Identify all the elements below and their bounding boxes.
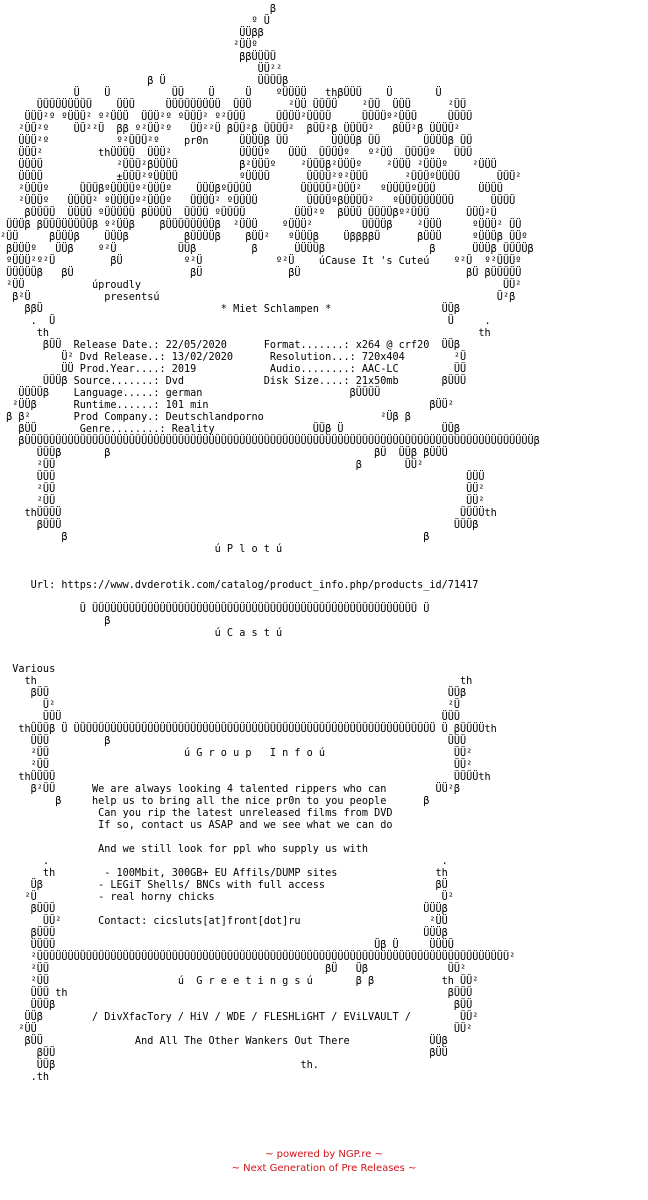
nfo-line: ÜÜ Prod.Year....: 2019 Audio........: AAC-LC ÜÜ (0, 364, 467, 375)
nfo-line: βÜÜÜÜÜÜÜÜÜÜÜÜÜÜÜÜÜÜÜÜÜÜÜÜÜÜÜÜÜÜÜÜÜÜÜÜÜÜÜÜÜÜÜÜÜÜÜÜÜÜÜÜÜÜÜÜÜÜÜÜÜÜÜÜÜÜÜÜÜÜÜÜÜÜÜÜÜÜÜÜÜÜÜβ (0, 436, 540, 447)
nfo-line: ÜÜÜ th βÜÜÜ (0, 988, 473, 999)
nfo-line: thÜÜÜÜ ÜÜÜÜth (0, 772, 491, 783)
nfo-line (0, 592, 648, 604)
nfo-line: ÜÜÜ ÜÜÜ (0, 712, 461, 723)
nfo-line: ÜÜÜβ Source.......: Dvd Disk Size....: 21x50mb βÜÜÜ (0, 376, 467, 387)
nfo-line: .th (0, 1072, 50, 1083)
nfo-line: ÜÜÜÜÜÜÜÜÜ ÜÜÜ ÜÜÜÜÜÜÜÜÜ ÜÜÜ ²ÜÜ ÜÜÜÜ ²ÜÜ ÜÜÜ ²ÜÜ (0, 100, 467, 111)
nfo-line: β (0, 4, 277, 15)
footer-powered-by: ~ powered by NGP.re ~ (265, 1149, 383, 1160)
nfo-line: Url: https://www.dvderotik.com/catalog/product_info.php/products_id/71417 (0, 580, 479, 591)
nfo-line: ÜÜ² Contact: cicsluts[at]front[dot]ru ²ÜÜ (0, 916, 448, 927)
nfo-line: βÜÜÜº ÜÜβ º²Ü ÜÜβ β ÜÜÜÜβ β ÜÜÜβ ÜÜÜÜβ (0, 244, 534, 255)
nfo-line: ²ÜÜ ú G r e e t i n g s ú β β th ÜÜ² (0, 976, 479, 987)
nfo-line: Ü² ²Ü (0, 700, 461, 711)
nfo-text-block (0, 4, 648, 1084)
nfo-line: Can you rip the latest unreleased films from DVD (0, 808, 393, 819)
nfo-line (0, 832, 648, 844)
nfo-line: ÜÜβ th. (0, 1060, 319, 1071)
nfo-line: ²Ü - real horny chicks Ü² (0, 892, 454, 903)
nfo-line: ²ÜÜ²º ÜÜ²²Ü ββ º²ÜÜ²º ÜÜ²²Ü βÜÜ²β ÜÜÜÜ² βÜÜ²β ÜÜÜÜ² βÜÜ²β ÜÜÜÜ² (0, 124, 461, 135)
nfo-line: ²ÜÜº (0, 40, 258, 51)
nfo-line: ÜÜÜÜβ Language.....: german βÜÜÜÜ (0, 388, 381, 399)
nfo-line: ÜÜÜÜ Üβ Ü ÜÜÜÜ (0, 940, 454, 951)
nfo-line: ÜÜÜ² thÜÜÜÜ ÜÜÜ² ÜÜÜÜº ÜÜÜ ÜÜÜÜº º²ÜÜ ÜÜÜÜº ÜÜÜ (0, 148, 473, 159)
nfo-line: º Ü (0, 16, 270, 27)
nfo-line: th th (0, 328, 491, 339)
nfo-line: ²ÜÜÜº ÜÜÜβºÜÜÜÜº²ÜÜÜº ÜÜÜβºÜÜÜÜ ÜÜÜÜÜ²ÜÜÜ² ºÜÜÜÜºÜÜÜ ÜÜÜÜ (0, 184, 503, 195)
nfo-line: β β² Prod Company.: Deutschlandporno ²Üβ β (0, 412, 411, 423)
nfo-line: β²Ü presentsú Ü²β (0, 292, 516, 303)
nfo-line: ²ÜÜβ Runtime......: 101 min βÜÜ² (0, 400, 454, 411)
nfo-line: Ü ÜÜÜÜÜÜÜÜÜÜÜÜÜÜÜÜÜÜÜÜÜÜÜÜÜÜÜÜÜÜÜÜÜÜÜÜÜÜÜÜÜÜÜÜÜÜÜÜÜÜÜÜÜ Ü (0, 604, 430, 615)
nfo-line: βÜÜ βÜÜ (0, 1048, 448, 1059)
nfo-line: Ü² Dvd Release..: 13/02/2020 Resolution...: 720x404 ²Ü (0, 352, 467, 363)
nfo-line (0, 652, 648, 664)
nfo-line (0, 640, 648, 652)
nfo-line: ÜÜÜβ βÜÜ (0, 1000, 473, 1011)
nfo-line: Various (0, 664, 56, 675)
nfo-line: βÜÜÜ ÜÜÜβ (0, 520, 479, 531)
nfo-line: ²ÜÜ ÜÜ² (0, 484, 485, 495)
nfo-line: ÜÜÜβ β βÜ ÜÜβ βÜÜÜ (0, 448, 448, 459)
nfo-line: βÜÜ ÜÜβ (0, 688, 467, 699)
nfo-line: ββÜÜÜÜ (0, 52, 277, 63)
nfo-line: ÜÜÜÜ ²ÜÜÜ²βÜÜÜÜ β²ÜÜÜº ²ÜÜÜβ²ÜÜÜº ²ÜÜÜ ²ÜÜÜº ²ÜÜÜ (0, 160, 497, 171)
nfo-line: βÜÜ Genre........: Reality ÜÜβ Ü ÜÜβ (0, 424, 461, 435)
nfo-line: ÜÜÜ²º ºÜÜÜ² º²ÜÜÜ ÜÜÜ²º ºÜÜÜ² º²ÜÜÜ ÜÜÜÜ²ÜÜÜÜ ÜÜÜÜº²ÜÜÜ ÜÜÜÜ (0, 112, 473, 123)
nfo-line: βÜÜÜ ÜÜÜβ (0, 928, 448, 939)
nfo-line: ÜÜÜÜ ±ÜÜÜ²ºÜÜÜÜ ºÜÜÜÜ ÜÜÜÜ²º²ÜÜÜ ²ÜÜÜºÜÜÜÜ ÜÜÜ² (0, 172, 522, 183)
nfo-line: Ü Ü ÜÜ Ü Ü ºÜÜÜÜ thβÜÜÜ Ü Ü (0, 88, 442, 99)
footer-tagline: ~ Next Generation of Pre Releases ~ (231, 1163, 417, 1174)
nfo-line (0, 556, 648, 568)
nfo-line: ÜÜÜ ÜÜÜ (0, 472, 485, 483)
nfo-line: Üβ - LEGiT Shells/ BNCs with full access βÜ (0, 880, 448, 891)
nfo-line: th - 100Mbit, 300GB+ EU Affils/DUMP sites th (0, 868, 448, 879)
nfo-line: ÜÜββ (0, 28, 264, 39)
nfo-line: ²ÜÜÜº ÜÜÜÜ² ºÜÜÜÜº²ÜÜÜº ÜÜÜÜ² ºÜÜÜÜ ÜÜÜÜºβÜÜÜÜ² ºÜÜÜÜÜÜÜÜÜ ÜÜÜÜ (0, 196, 516, 207)
nfo-line: ÜÜβ / DivXfacTory / HiV / WDE / FLESHLiGHT / EViLVAULT / ÜÜ² (0, 1012, 479, 1023)
nfo-line: ²ÜÜ β ÜÜ² (0, 460, 424, 471)
nfo-line: ²ÜÜ úproudly ÜÜ² (0, 280, 522, 291)
nfo-line: β help us to bring all the nice pr0n to you people β (0, 796, 430, 807)
nfo-line: βÜÜÜÜ ÜÜÜÜ ºÜÜÜÜÜ βÜÜÜÜ ÜÜÜÜ ºÜÜÜÜ ÜÜÜ²º βÜÜÜ ÜÜÜÜβº²ÜÜÜ ÜÜÜ²Ü (0, 208, 497, 219)
nfo-line: β²ÜÜ We are always looking 4 talented rippers who can ÜÜ²β (0, 784, 461, 795)
nfo-line: β Ü ÜÜÜÜβ (0, 76, 289, 87)
nfo-line: βÜÜ And All The Other Wankers Out There ÜÜβ (0, 1036, 448, 1047)
nfo-line: ÜÜÜ β ÜÜÜ (0, 736, 467, 747)
nfo-line: βÜÜÜ ÜÜÜβ (0, 904, 448, 915)
nfo-line: thÜÜÜÜ ÜÜÜÜth (0, 508, 497, 519)
nfo-line: th th (0, 676, 473, 687)
nfo-line: ÜÜÜÜÜβ βÜ βÜ βÜ βÜ βÜÜÜÜÜ (0, 268, 522, 279)
nfo-line: ²ÜÜ ú G r o u p I n f o ú ÜÜ² (0, 748, 473, 759)
nfo-line: ÜÜÜβ βÜÜÜÜÜÜÜÜβ º²ÜÜβ βÜÜÜÜÜÜÜÜβ ²ÜÜÜ ºÜÜÜ² ÜÜÜÜβ ²ÜÜÜ ºÜÜÜ² ÜÜ (0, 220, 522, 231)
nfo-line: ²ÜÜ ÜÜ² (0, 760, 473, 771)
nfo-line: βÜÜ Release Date.: 22/05/2020 Format.......: x264 @ crf20 ÜÜβ (0, 340, 461, 351)
nfo-line: ÜÜ²² (0, 64, 283, 75)
nfo-line: . . (0, 856, 448, 867)
nfo-line (0, 568, 648, 580)
nfo-line: ú P l o t ú (0, 544, 283, 555)
nfo-line: β (0, 616, 111, 627)
nfo-line: ²ÜÜ βÜ Üβ ÜÜ² (0, 964, 467, 975)
nfo-line: β β (0, 532, 430, 543)
nfo-line: ²ÜÜ ÜÜ² (0, 1024, 473, 1035)
nfo-line: If so, contact us ASAP and we see what we can do (0, 820, 393, 831)
nfo-line: . Ü Ü . (0, 316, 491, 327)
nfo-line: ²ÜÜÜÜÜÜÜÜÜÜÜÜÜÜÜÜÜÜÜÜÜÜÜÜÜÜÜÜÜÜÜÜÜÜÜÜÜÜÜÜÜÜÜÜÜÜÜÜÜÜÜÜÜÜÜÜÜÜÜÜÜÜÜÜÜÜÜÜÜÜÜÜÜÜÜÜÜ² (0, 952, 516, 963)
nfo-line: ββÜ * Miet Schlampen * ÜÜβ (0, 304, 461, 315)
nfo-line: ²ÜÜ βÜÜÜβ ÜÜÜβ βÜÜÜÜβ βÜÜ² ºÜÜÜβ ÜββββÜ βÜÜÜ ºÜÜÜβ ÜÜº (0, 232, 528, 243)
nfo-line: And we still look for ppl who supply us with (0, 844, 369, 855)
nfo-line: ²ÜÜ ÜÜ² (0, 496, 485, 507)
nfo-line: thÜÜÜβ Ü ÜÜÜÜÜÜÜÜÜÜÜÜÜÜÜÜÜÜÜÜÜÜÜÜÜÜÜÜÜÜÜÜÜÜÜÜÜÜÜÜÜÜÜÜÜÜÜÜÜÜÜÜÜÜÜÜÜÜÜ Ü βÜÜÜÜth (0, 724, 497, 735)
nfo-line: ÜÜÜ²º º²ÜÜÜ²º pr0n ÜÜÜÜβ ÜÜ ÜÜÜÜβ ÜÜ ÜÜÜÜβ ÜÜ (0, 136, 473, 147)
nfo-line: ºÜÜÜ²º²Ü βÜ º²Ü º²Ü úCause It 's Cuteú º²Ü º²ÜÜÜº (0, 256, 522, 267)
footer (0, 1148, 648, 1176)
nfo-line: ú C a s t ú (0, 628, 283, 639)
